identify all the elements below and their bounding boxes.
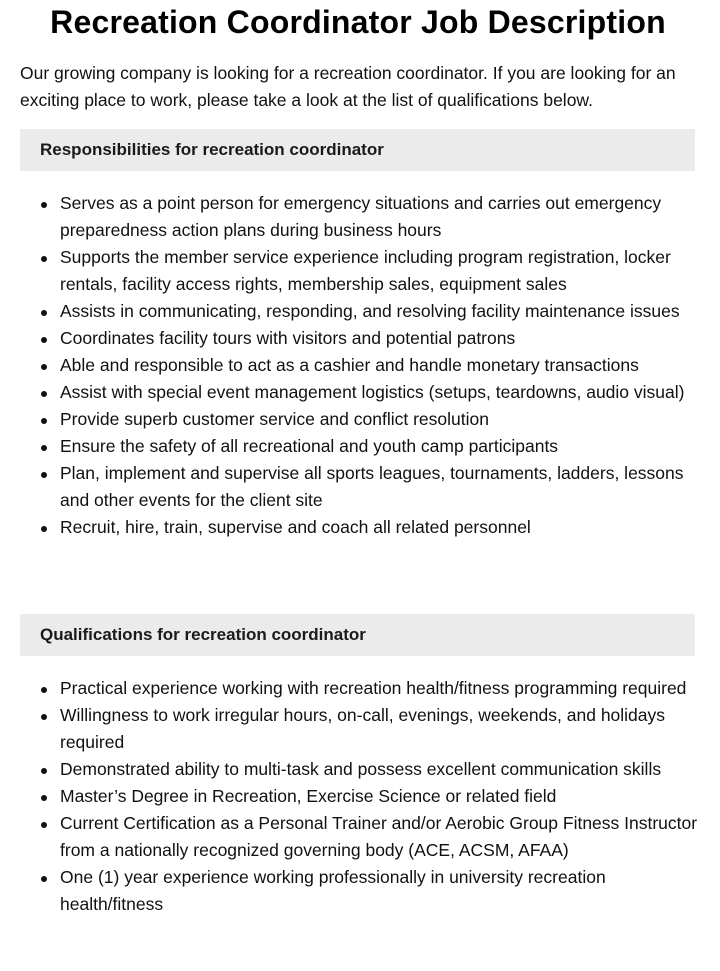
responsibilities-list bbox=[20, 190, 700, 541]
list-item: Coordinates facility tours with visitors and potential patrons bbox=[60, 325, 700, 352]
list-item: Provide superb customer service and conflict resolution bbox=[60, 406, 700, 433]
qualifications-list bbox=[20, 675, 700, 918]
list-item: Assists in communicating, responding, and resolving facility maintenance issues bbox=[60, 298, 700, 325]
list-item: Assist with special event management logistics (setups, teardowns, audio visual) bbox=[60, 379, 700, 406]
list-item: Supports the member service experience including program registration, locker rentals, facility access rights, membership sales, equipment sales bbox=[60, 244, 700, 298]
list-item: Recruit, hire, train, supervise and coach all related personnel bbox=[60, 514, 700, 541]
intro-paragraph: Our growing company is looking for a recreation coordinator. If you are looking for an exciting place to work, please take a look at the list of qualifications below. bbox=[20, 63, 676, 110]
list-item: Current Certification as a Personal Trainer and/or Aerobic Group Fitness Instructor from a nationally recognized governing body (ACE, ACSM, AFAA) bbox=[60, 810, 700, 864]
list-item: Serves as a point person for emergency situations and carries out emergency preparedness action plans during business hours bbox=[60, 190, 700, 244]
list-item: Plan, implement and supervise all sports leagues, tournaments, ladders, lessons and other events for the client site bbox=[60, 460, 700, 514]
page-title: Recreation Coordinator Job Description bbox=[50, 4, 666, 40]
qualifications-heading: Qualifications for recreation coordinator bbox=[20, 614, 695, 656]
list-item: Willingness to work irregular hours, on-call, evenings, weekends, and holidays required bbox=[60, 702, 700, 756]
list-item: One (1) year experience working professionally in university recreation health/fitness bbox=[60, 864, 700, 918]
list-item: Ensure the safety of all recreational and youth camp participants bbox=[60, 433, 700, 460]
responsibilities-heading: Responsibilities for recreation coordinator bbox=[20, 129, 695, 171]
list-item: Practical experience working with recreation health/fitness programming required bbox=[60, 675, 700, 702]
list-item: Demonstrated ability to multi-task and possess excellent communication skills bbox=[60, 756, 700, 783]
list-item: Able and responsible to act as a cashier and handle monetary transactions bbox=[60, 352, 700, 379]
list-item: Master’s Degree in Recreation, Exercise Science or related field bbox=[60, 783, 700, 810]
